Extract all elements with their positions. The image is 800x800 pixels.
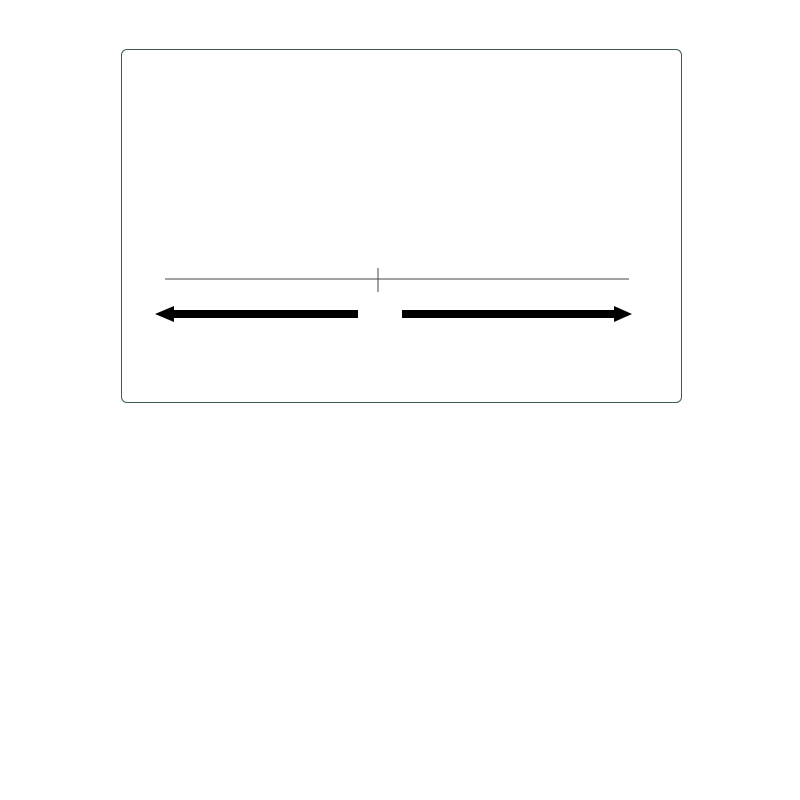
alkali-arrow: [402, 306, 632, 322]
acid-arrow: [155, 306, 358, 322]
